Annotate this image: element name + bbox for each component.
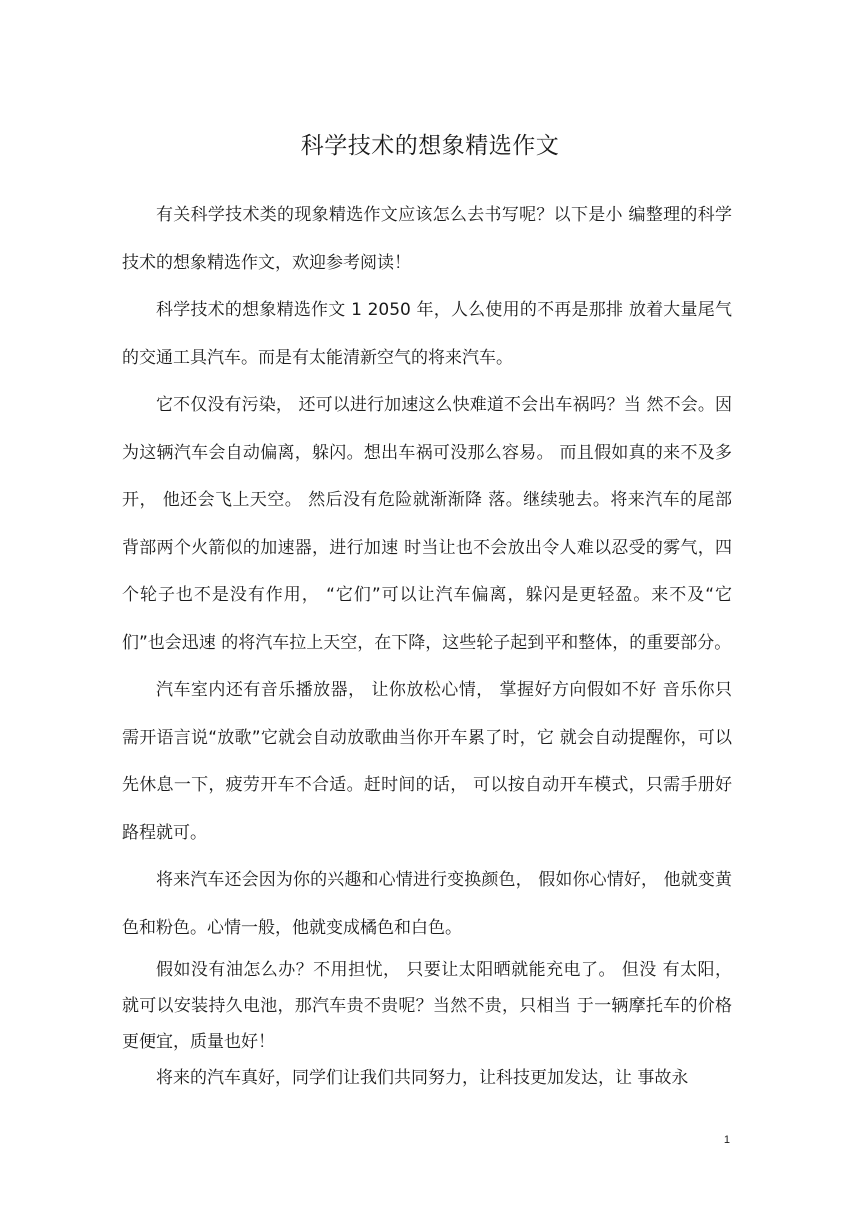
paragraph-no-pollution: 它不仅没有污染， 还可以进行加速这么快难道不会出车祸吗？当 然不会。因为这辆汽车会自动偏离，躲闪。想出车祸可没那么容易。 而且假如真的来不及多开， 他还会飞上天空。 然后没有危险就渐渐降 落。继续驰去。将来汽车的尾部背部两个火箭似的加速器，进行加速 时当让也不会放出令人难以忍受的雾气，四个轮子也不是没有作用， “它们”可以让汽车偏离，躲闪是更轻盈。来不及“它们”也会迅速 的将汽车拉上天空，在下降，这些轮子起到平和整体，的重要部分。	[122, 395, 732, 653]
paragraph-solar-charging: 假如没有油怎么办？不用担忧， 只要让太阳晒就能充电了。 但没 有太阳，就可以安装持久电池，那汽车贵不贵呢？当然不贵，只相当 于一辆摩托车的价格更便宜，质量也好！	[122, 960, 732, 1052]
document-body	[122, 192, 732, 1096]
paragraph-intro: 有关科学技术类的现象精选作文应该怎么去书写呢？以下是小 编整理的科学技术的想象精选作文，欢迎参考阅读！	[122, 205, 732, 273]
paragraph-2050-car: 科学技术的想象精选作文 1 2050 年，人么使用的不再是那排 放着大量尾气的交通工具汽车。而是有太能清新空气的将来汽车。	[122, 300, 732, 368]
paragraph-closing: 将来的汽车真好，同学们让我们共同努力，让科技更加发达，让 事故永	[156, 1068, 689, 1088]
paragraph-color-change: 将来汽车还会因为你的兴趣和心情进行变换颜色， 假如你心情好， 他就变黄色和粉色。心情一般，他就变成橘色和白色。	[122, 870, 732, 938]
paragraph-music-player: 汽车室内还有音乐播放器， 让你放松心情， 掌握好方向假如不好 音乐你只需开语言说“放歌”它就会自动放歌曲当你开车累了时，它 就会自动提醒你，可以先休息一下，疲劳开车不合适。赶时间的话， 可以按自动开车模式，只需手册好路程就可。	[122, 680, 732, 843]
document-title: 科学技术的想象精选作文	[300, 133, 560, 159]
page-number: 1	[723, 1134, 730, 1146]
